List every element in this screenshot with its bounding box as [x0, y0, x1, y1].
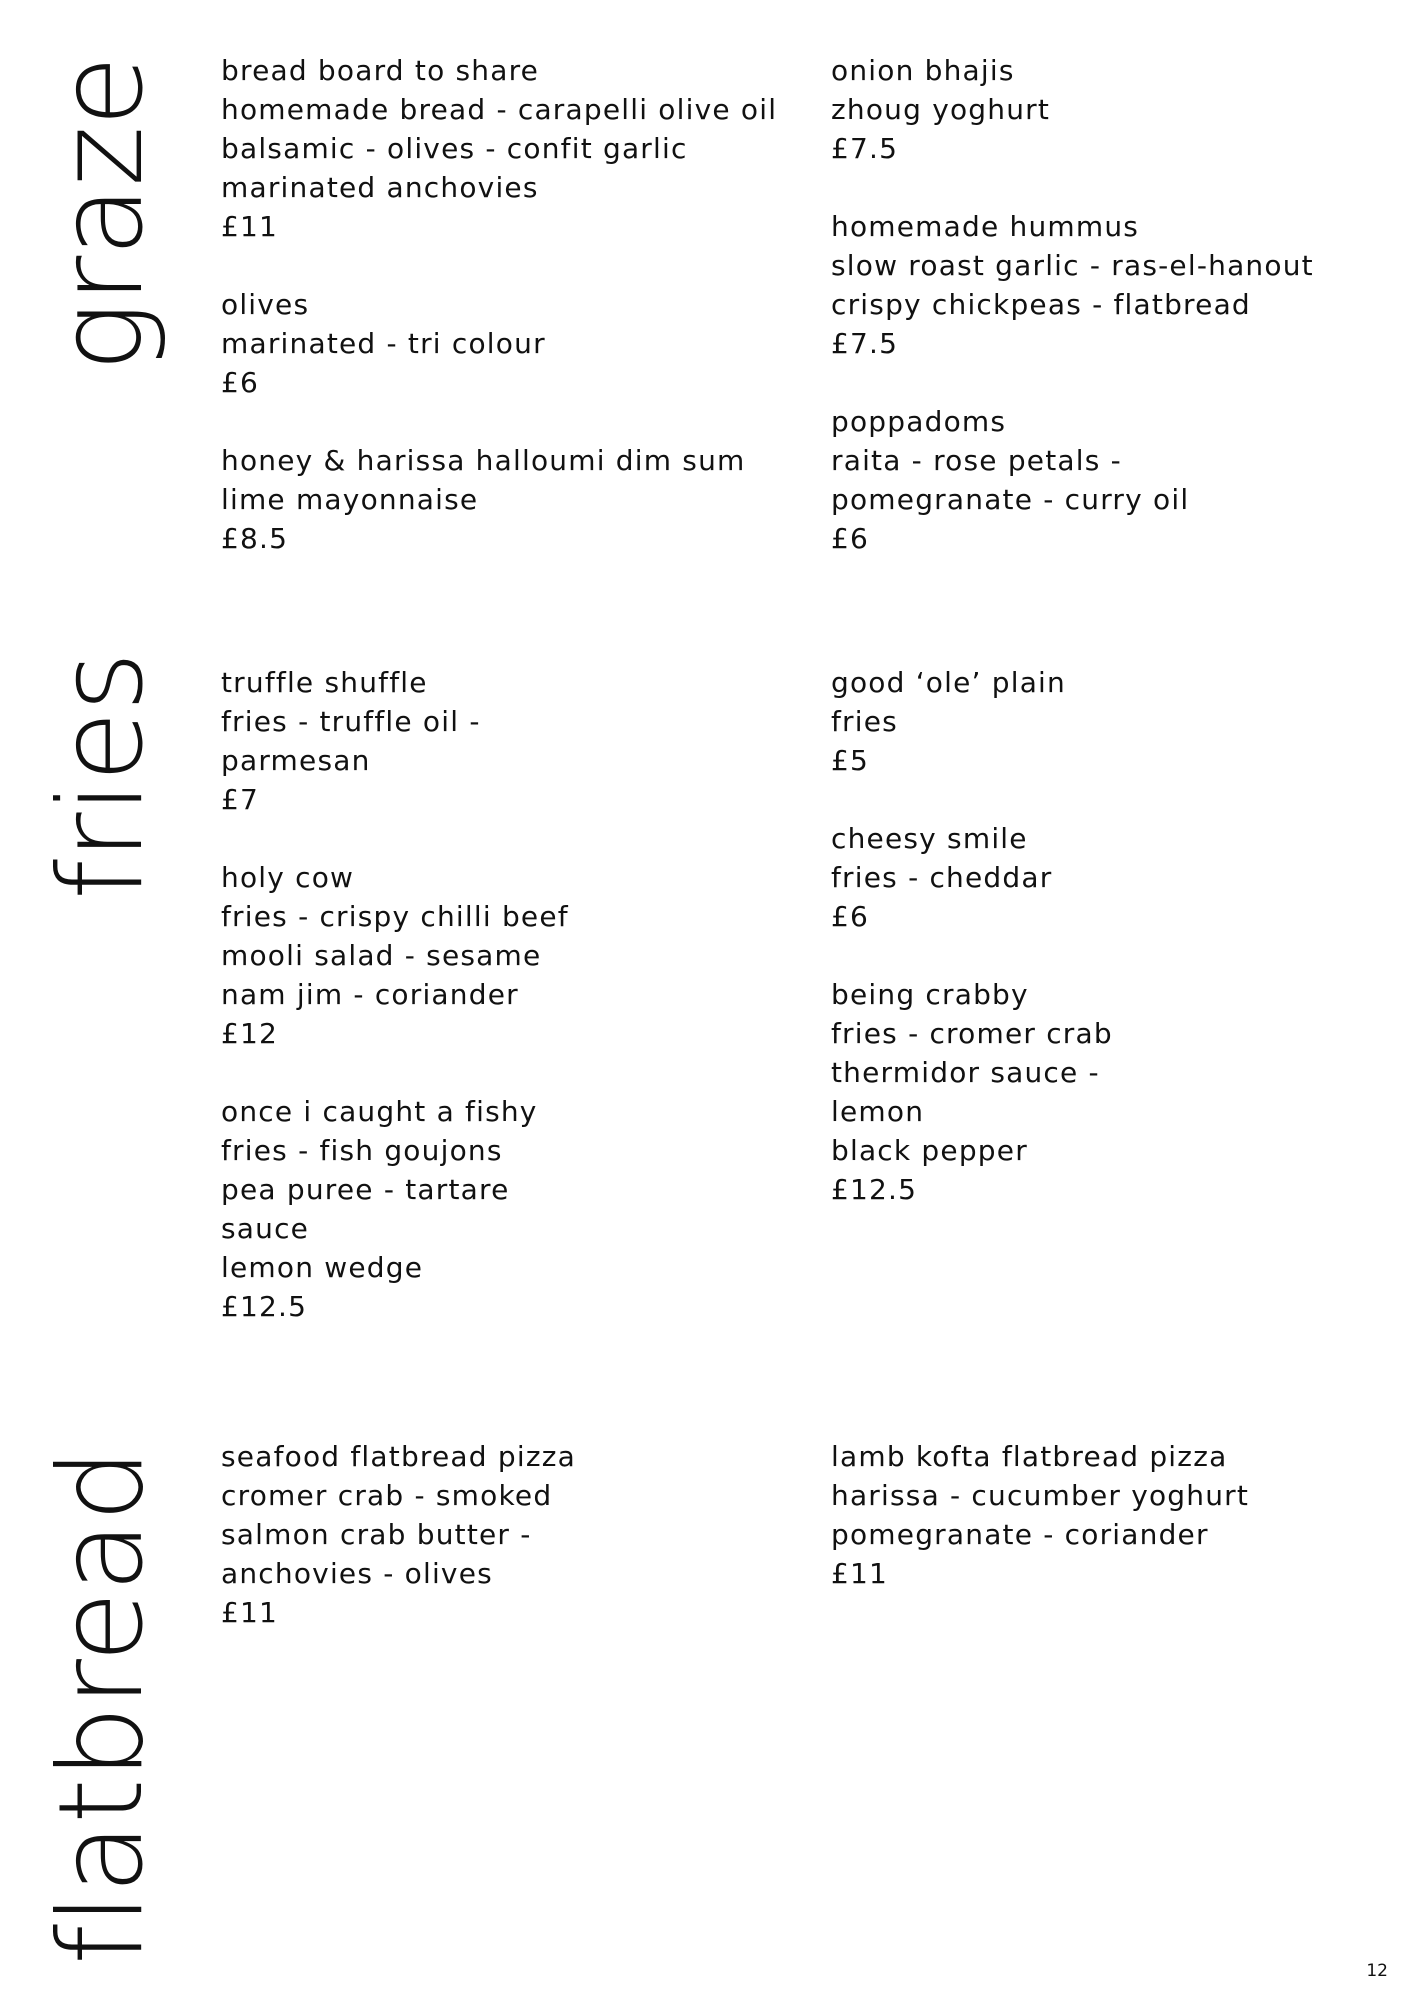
item-description: anchovies - olives: [221, 1557, 493, 1590]
item-price: £12.5: [221, 1290, 308, 1323]
item-name: truffle shuffle: [221, 666, 428, 699]
item-description: sauce: [221, 1212, 310, 1245]
menu-item-holy-cow: [221, 858, 781, 1053]
menu-item-fishy: [221, 1092, 781, 1326]
item-description: zhoug yoghurt: [831, 93, 1051, 126]
item-name: homemade hummus: [831, 210, 1140, 243]
item-price: £11: [831, 1557, 889, 1590]
item-description: balsamic - olives - confit garlic: [221, 132, 688, 165]
item-description: thermidor sauce -: [831, 1056, 1100, 1089]
menu-item-cheesy-smile: [831, 819, 1391, 936]
menu-item-halloumi-dim-sum: [221, 441, 781, 558]
item-description: fries - cheddar: [831, 861, 1053, 894]
item-name: seafood flatbread pizza: [221, 1440, 576, 1473]
item-description: parmesan: [221, 744, 371, 777]
menu-item-olives: [221, 285, 781, 402]
item-price: £7.5: [831, 327, 899, 360]
item-description: mooli salad - sesame: [221, 939, 542, 972]
item-description: homemade bread - carapelli olive oil: [221, 93, 778, 126]
item-description: cromer crab - smoked: [221, 1479, 553, 1512]
item-description: fries - fish goujons: [221, 1134, 503, 1167]
item-name: lamb kofta flatbread pizza: [831, 1440, 1228, 1473]
menu-item-hummus: [831, 207, 1391, 363]
item-description: harissa - cucumber yoghurt: [831, 1479, 1250, 1512]
item-price: £7: [221, 783, 260, 816]
menu-item-truffle-shuffle: [221, 663, 781, 819]
item-name: onion bhajis: [831, 54, 1015, 87]
section-title-graze: graze: [34, 56, 169, 372]
item-price: £12.5: [831, 1173, 918, 1206]
item-description: crispy chickpeas - flatbread: [831, 288, 1251, 321]
item-description: nam jim - coriander: [221, 978, 519, 1011]
item-price: £11: [221, 1596, 279, 1629]
item-name: holy cow: [221, 861, 355, 894]
item-description: lemon wedge: [221, 1251, 424, 1284]
item-description: lemon: [831, 1095, 925, 1128]
menu-item-being-crabby: [831, 975, 1391, 1209]
item-description: marinated anchovies: [221, 171, 539, 204]
item-name: olives: [221, 288, 310, 321]
item-name: honey & harissa halloumi dim sum: [221, 444, 746, 477]
item-description: salmon crab butter -: [221, 1518, 532, 1551]
page-number: 12: [1366, 1961, 1388, 1981]
item-name: bread board to share: [221, 54, 540, 87]
item-name: poppadoms: [831, 405, 1007, 438]
item-price: £5: [831, 744, 870, 777]
item-name: once i caught a fishy: [221, 1095, 538, 1128]
item-description: pea puree - tartare: [221, 1173, 510, 1206]
item-price: £6: [831, 900, 870, 933]
item-description: lime mayonnaise: [221, 483, 479, 516]
item-price: £6: [831, 522, 870, 555]
item-price: £12: [221, 1017, 279, 1050]
menu-item-plain-fries: [831, 663, 1391, 780]
item-description: fries: [831, 705, 898, 738]
menu-item-poppadoms: [831, 402, 1391, 558]
item-name: being crabby: [831, 978, 1029, 1011]
item-price: £6: [221, 366, 260, 399]
item-description: pomegranate - curry oil: [831, 483, 1190, 516]
item-description: fries - crispy chilli beef: [221, 900, 569, 933]
item-description: marinated - tri colour: [221, 327, 546, 360]
item-description: raita - rose petals -: [831, 444, 1122, 477]
item-price: £11: [221, 210, 279, 243]
section-title-fries: fries: [34, 652, 169, 900]
section-title-flatbread: flatbread: [34, 1449, 169, 1965]
item-price: £7.5: [831, 132, 899, 165]
item-name: cheesy smile: [831, 822, 1028, 855]
item-description: fries - cromer crab: [831, 1017, 1113, 1050]
menu-item-bread-board: [221, 51, 781, 246]
item-description: black pepper: [831, 1134, 1028, 1167]
item-description: slow roast garlic - ras-el-hanout: [831, 249, 1314, 282]
item-description: pomegranate - coriander: [831, 1518, 1209, 1551]
item-name: good ‘ole’ plain: [831, 666, 1066, 699]
item-price: £8.5: [221, 522, 289, 555]
menu-item-seafood-flatbread: [221, 1437, 781, 1632]
menu-item-onion-bhajis: [831, 51, 1391, 168]
menu-item-lamb-kofta-flatbread: [831, 1437, 1391, 1593]
item-description: fries - truffle oil -: [221, 705, 481, 738]
